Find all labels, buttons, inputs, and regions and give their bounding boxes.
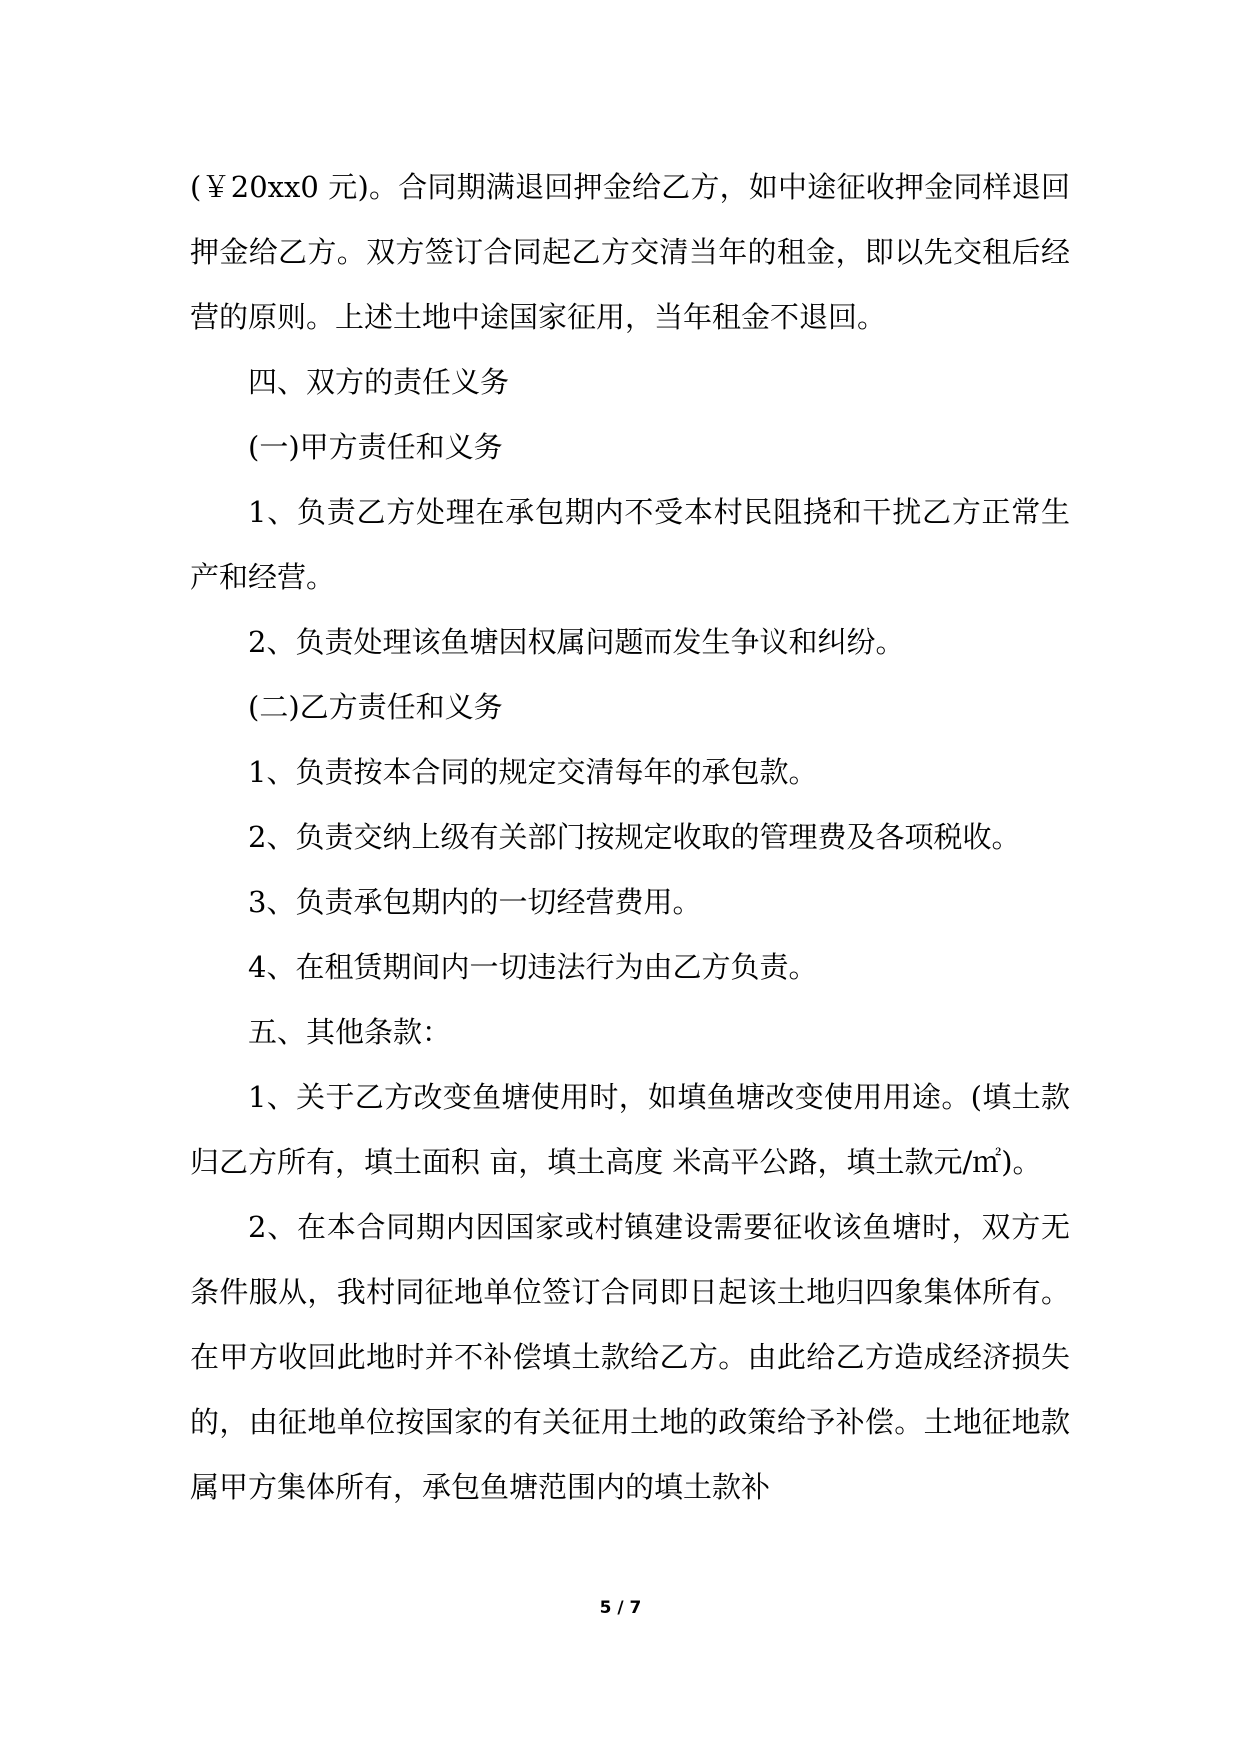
page-number: 5 / 7 bbox=[599, 1598, 642, 1618]
paragraph-8: 2、负责交纳上级有关部门按规定收取的管理费及各项税收。 bbox=[248, 820, 1021, 854]
paragraph-13: 2、在本合同期内因国家或村镇建设需要征收该鱼塘时，双方无条件服从，我村同征地单位签订合同即日起该土地归四象集体所有。在甲方收回此地时并不补偿填土款给乙方。由此给乙方造成经济损失的，由征地单位按国家的有关征用土地的政策给予补偿。土地征地款属甲方集体所有，承包鱼塘范围内的填土款补 bbox=[190, 1210, 1070, 1504]
paragraph-4: 1、负责乙方处理在承包期内不受本村民阻挠和干扰乙方正常生产和经营。 bbox=[190, 495, 1070, 594]
paragraph-7: 1、负责按本合同的规定交清每年的承包款。 bbox=[248, 755, 818, 789]
paragraph-11: 五、其他条款： bbox=[248, 1015, 452, 1049]
paragraph-1: (￥20xx0 元)。合同期满退回押金给乙方，如中途征收押金同样退回押金给乙方。双方签订合同起乙方交清当年的租金，即以先交租后经营的原则。上述土地中途国家征用，当年租金不退回。 bbox=[190, 170, 1070, 334]
paragraph-12: 1、关于乙方改变鱼塘使用时，如填鱼塘改变使用用途。(填土款归乙方所有，填土面积 亩，填土高度 米高平公路，填土款元/㎡)。 bbox=[190, 1080, 1070, 1179]
document-body bbox=[190, 155, 1070, 1520]
paragraph-2: 四、双方的责任义务 bbox=[248, 365, 510, 399]
paragraph-3: (一)甲方责任和义务 bbox=[248, 430, 503, 464]
paragraph-6: (二)乙方责任和义务 bbox=[248, 690, 503, 724]
paragraph-5: 2、负责处理该鱼塘因权属问题而发生争议和纠纷。 bbox=[248, 625, 905, 659]
paragraph-9: 3、负责承包期内的一切经营费用。 bbox=[248, 885, 702, 919]
paragraph-10: 4、在租赁期间内一切违法行为由乙方负责。 bbox=[248, 950, 818, 984]
